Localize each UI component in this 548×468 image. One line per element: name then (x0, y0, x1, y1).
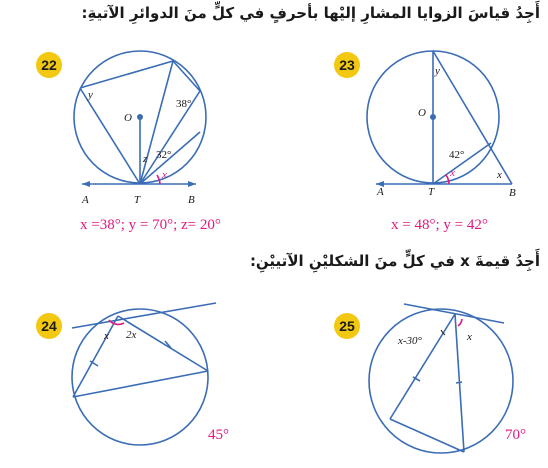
label-A-23: A (377, 186, 384, 198)
figure-24 (72, 303, 216, 445)
label-B-22: B (188, 194, 195, 206)
figure-25 (369, 304, 513, 453)
label-x-22: x (162, 169, 167, 181)
label-T-22: T (134, 194, 141, 206)
label-A-22: A (82, 194, 89, 206)
label-z-22: z (143, 153, 148, 165)
label-32-22: 32° (156, 149, 172, 161)
heading-find-x: أَجِدُ قيمةَ x في كلٍّ منَ الشكليْنِ الآتييْنِ: (249, 252, 540, 270)
tangent-line-25 (404, 304, 504, 323)
problem-number-23: 23 (334, 52, 360, 78)
label-B-23: B (509, 187, 516, 199)
label-y-22: y (88, 89, 93, 101)
answer-24: 45° (208, 427, 229, 443)
answer-22: x =38°; y = 70°; z= 20° (80, 217, 221, 233)
label-x-23: x (497, 169, 502, 181)
center-point-22 (137, 114, 143, 120)
label-2x-24: 2x (126, 329, 137, 341)
arrow-left-22 (82, 181, 90, 187)
heading-find-angles: أَجِدُ قياسَ الزوايا المشارِ إليْها بأحرفٍ في كلٍّ منَ الدوائرِ الآتيةِ: (81, 4, 540, 22)
label-O-23: O (418, 107, 426, 119)
label-x-minus-30-25: x-30° (398, 335, 422, 347)
center-point-23 (430, 114, 436, 120)
label-T-23: T (428, 186, 435, 198)
label-x-25: x (467, 331, 472, 343)
label-38-22: 38° (176, 98, 192, 110)
tangent-line-24 (72, 303, 216, 328)
label-O-22: O (124, 112, 132, 124)
label-42-23: 42° (449, 149, 465, 161)
arrow-right-22 (188, 181, 196, 187)
answer-25: 70° (505, 427, 526, 443)
problem-number-25: 25 (334, 313, 360, 339)
answer-23: x = 48°; y = 42° (391, 217, 488, 233)
problem-number-22: 22 (36, 52, 62, 78)
label-y-23: y (435, 65, 440, 77)
label-x-inner-23: x (450, 167, 455, 179)
label-x-24: x (104, 330, 109, 342)
problem-number-24: 24 (36, 313, 62, 339)
